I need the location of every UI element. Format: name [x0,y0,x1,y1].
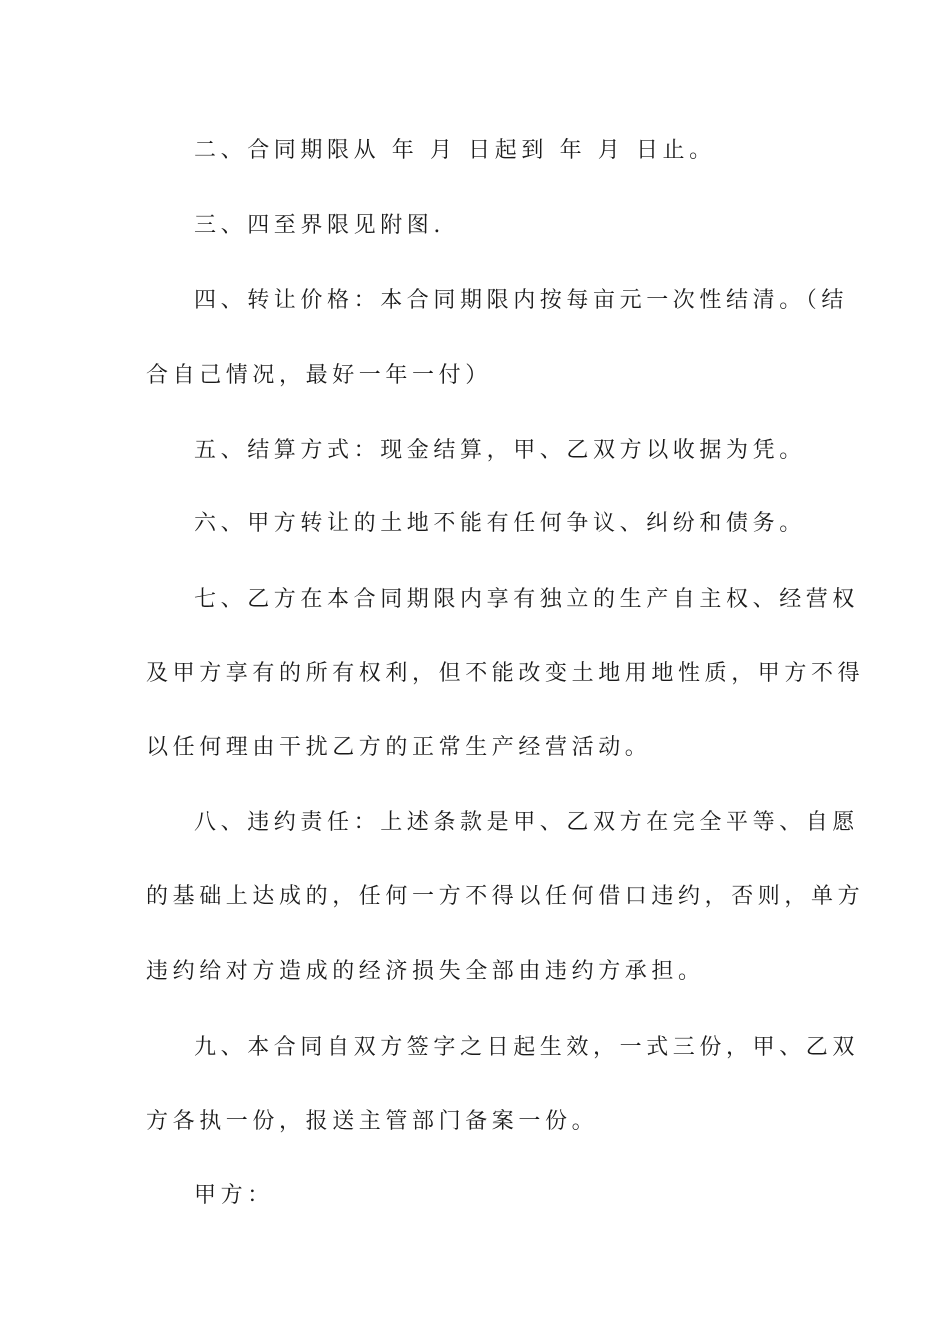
clause-4-price-line-1: 四、转让价格：本合同期限内按每亩元一次性结清。（结 [194,288,849,313]
clause-8-breach-line-2: 的基础上达成的，任何一方不得以任何借口违约，否则，单方 [146,884,865,909]
clause-3-boundaries: 三、四至界限见附图. [194,213,445,238]
clause-6-disputes: 六、甲方转让的土地不能有任何争议、纠纷和债务。 [194,511,806,536]
clause-2-term: 二、合同期限从 年 月 日起到 年 月 日止。 [194,138,716,163]
clause-8-breach-line-3: 违约给对方造成的经济损失全部由违约方承担。 [146,959,705,984]
clause-9-effect-line-2: 方各执一份，报送主管部门备案一份。 [146,1109,599,1134]
clause-9-effect-line-1: 九、本合同自双方签字之日起生效，一式三份，甲、乙双 [194,1035,860,1060]
clause-7-rights-line-3: 以任何理由干扰乙方的正常生产经营活动。 [146,735,652,760]
clause-5-settlement: 五、结算方式：现金结算，甲、乙双方以收据为凭。 [194,438,806,463]
clause-7-rights-line-1: 七、乙方在本合同期限内享有独立的生产自主权、经营权 [194,587,860,612]
clause-7-rights-line-2: 及甲方享有的所有权利，但不能改变土地用地性质，甲方不得 [146,661,865,686]
clause-8-breach-line-1: 八、违约责任：上述条款是甲、乙双方在完全平等、自愿 [194,810,860,835]
clause-4-price-line-2: 合自己情况，最好一年一付） [146,363,492,388]
party-a-signature-label: 甲方： [194,1183,274,1208]
